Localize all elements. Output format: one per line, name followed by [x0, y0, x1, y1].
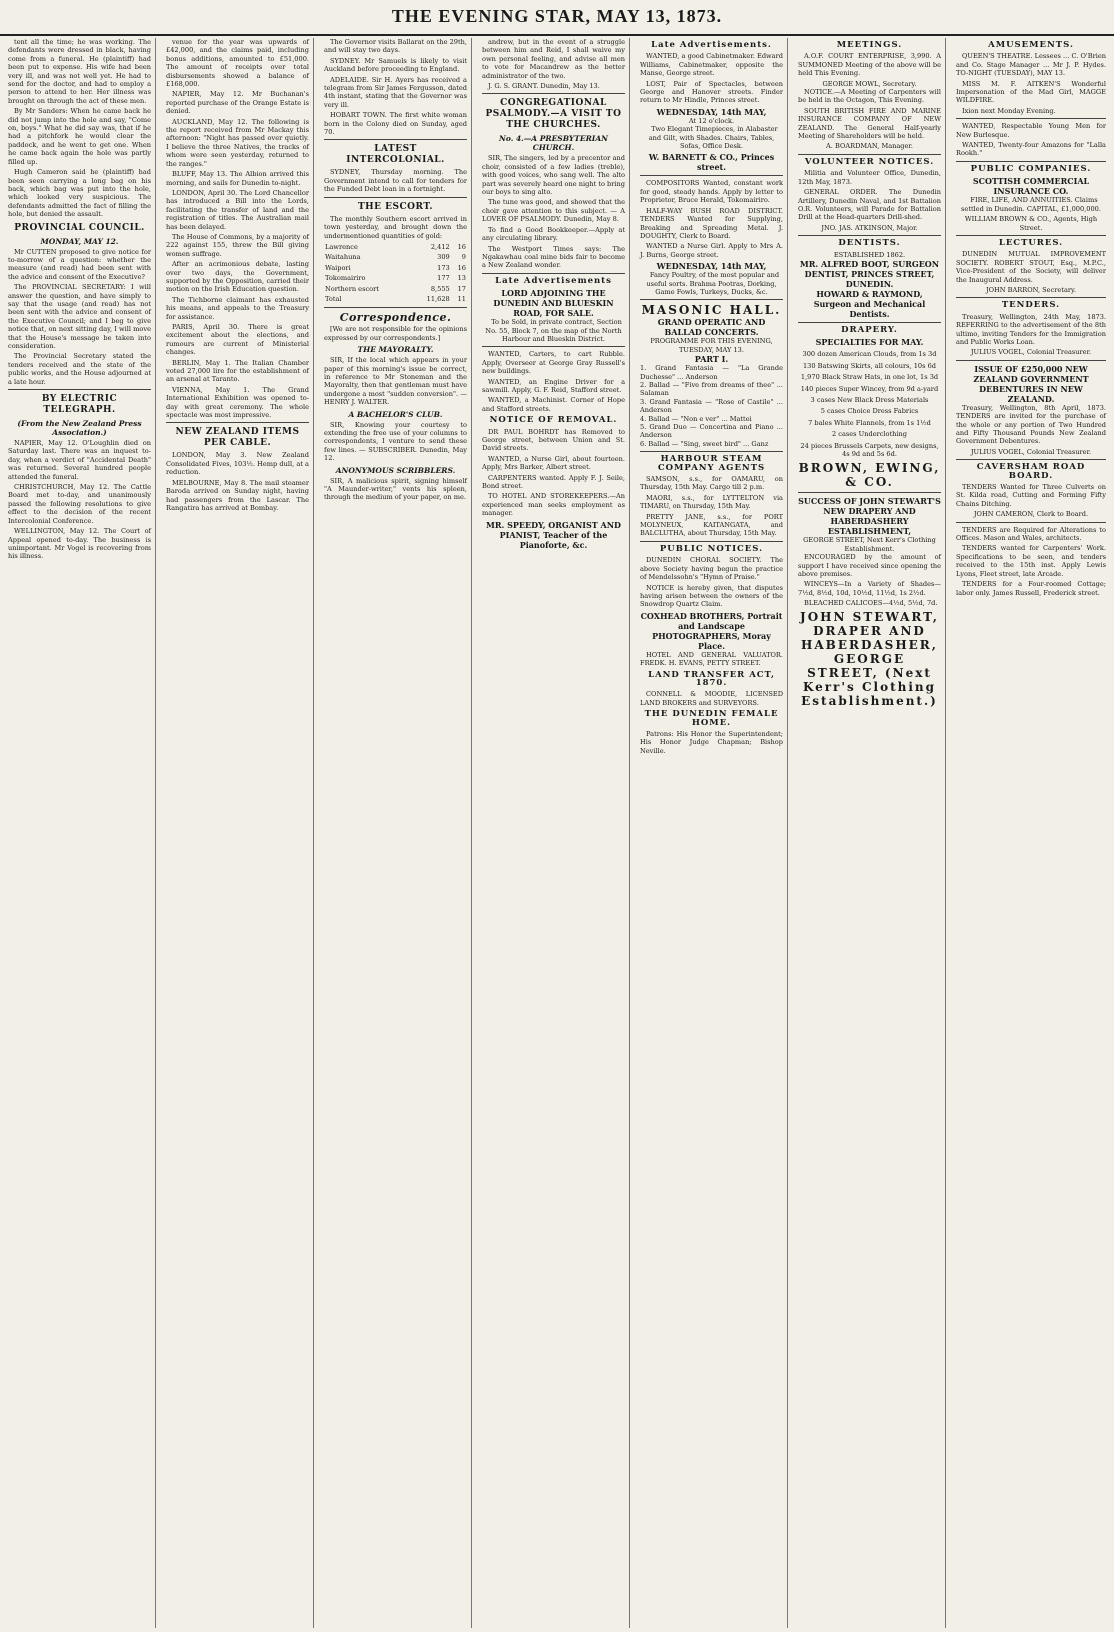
divider [640, 451, 783, 452]
list-item: 1,970 Black Straw Hats, in one lot, 1s 3d [800, 373, 939, 382]
section-heading: TENDERS. [1001, 300, 1061, 311]
list-item: 140 pieces Super Wincey, from 9d a-yard [800, 384, 939, 393]
programme-item: 2. Ballad — "Five from dreams of thee" ... Salaman [640, 380, 783, 398]
advertisement: Treasury, Wellington, 24th May, 1873. REFERRING to the advertisement of the 8th ultimo, inviting Tenders for the Immigration and Public Works Loan. [956, 312, 1106, 346]
divider [482, 273, 625, 274]
column-2 [162, 38, 314, 1628]
article-paragraph: SYDNEY. Mr Samuels is likely to visit Auckland before proceeding to England. [324, 56, 467, 74]
list-item: 24 pieces Brussels Carpets, new designs, 4s 9d and 5s 6d. [800, 441, 939, 458]
article-paragraph: HOBART TOWN. The first white woman born in the Colony died on Sunday, aged 70. [324, 111, 467, 137]
table-row: Tokomairiro 177 13 [325, 274, 466, 283]
divider [640, 299, 783, 300]
advertisement: SAMSON, s.s., for OAMARU, on Thursday, 15th May. Cargo till 2 p.m. [640, 475, 783, 492]
article-paragraph: LONDON, May 3. New Zealand Consolidated Fives, 103½. Hemp dull, at a reduction. [166, 451, 309, 477]
column-4 [478, 38, 630, 1628]
advertisement: BROWN, EWING, & CO. [798, 461, 941, 490]
table-row: Waipori 173 16 [325, 263, 466, 272]
section-heading: CAVERSHAM ROAD BOARD. [976, 462, 1086, 481]
advertisement: Patrons: His Honor the Superintendent; His Honor Judge Chapman; Bishop Neville. [640, 729, 783, 755]
advertisement: TENDERS for a Four-roomed Cottage; labor only. James Russell, Frederick street. [956, 580, 1106, 597]
section-subheading: (From the New Zealand Press Association.) [17, 419, 142, 438]
article-paragraph: Mr CUTTEN proposed to give notice for to-morrow of a question: whether the measure (and read) had been sent with the advice and consent of the Executive? [8, 247, 151, 281]
article-paragraph: WELLINGTON, May 12. The Court of Appeal opened to-day. The business is unimportant. Mr Vogel is recovering from his illness. [8, 527, 151, 561]
advertisement: COMPOSITORS Wanted, constant work for good, steady hands. Apply by letter to Proprietor, Bruce Herald, Tokomairiro. [640, 179, 783, 205]
section-subheading: No. 4.—A PRESBYTERIAN CHURCH. [499, 134, 608, 153]
advertisement: LORD ADJOINING THE DUNEDIN AND BLUESKIN ROAD, FOR SALE. To be Sold, in private contract, Section No. 55, Block 7, on the map of the North Harbour and Blueskin District. [485, 288, 622, 343]
advertisement: CONNELL & MOODIE, LICENSED LAND BROKERS and SURVEYORS. [640, 690, 783, 707]
advertisement: GENERAL ORDER. The Dunedin Artillery, Dunedin Naval, and 1st Battalion O.R. Volunteers, will Parade for Battalion Drill at the Head-quarters Drill-shed. [798, 188, 941, 222]
advertisement: WANTED, a Nurse Girl, about fourteen. Apply, Mrs Barker, Albert street. [482, 454, 625, 472]
article-paragraph: The Provincial Secretary stated the tenders received and the state of the public works, and the House adjourned at a late hour. [8, 352, 151, 386]
signature: JOHN CAMERON, Clerk to Board. [973, 510, 1089, 519]
article-paragraph: After an acrimonious debate, lasting over two days, the Government, supported by the Opposition, carried their motion on the Irish Education question. [166, 260, 309, 294]
advertisement: TENDERS are Required for Alterations to Offices. Mason and Wales, architects. [956, 525, 1106, 543]
advertisement: DUNEDIN MUTUAL IMPROVEMENT SOCIETY. ROBERT STOUT, Esq., M.P.C., Vice-President of the Society, will deliver the Inaugural Address. [956, 250, 1106, 284]
article-paragraph: LONDON, April 30. The Lord Chancellor has introduced a Bill into the Lords, facilitating the transfer of land and the registration of titles. The Australian mail has been delayed. [166, 188, 309, 231]
section-heading: Correspondence. [339, 311, 452, 325]
section-heading: LECTURES. [998, 237, 1064, 248]
article-paragraph: SIR, Knowing your courtesy to extending the free use of your columns to correspondents, I venture to send these few lines. — SUBSCRIBER. Dunedin, May 12. [324, 420, 467, 463]
article-paragraph: NAPIER, May 12. Mr Buchanan's reported purchase of the Orange Estate is denied. [166, 90, 309, 116]
divider [956, 297, 1106, 298]
signature: GEORGE MOWL, Secretary. [822, 79, 917, 88]
article-paragraph: andrew, but in the event of a struggle between him and Reid, I shall waive my own personal feeling, and advise all men to vote for Macandrew as the better administrator of the two. [482, 38, 625, 80]
advertisement: DUNEDIN CHORAL SOCIETY. The above Society having begun the practice of Mendelssohn's "Hymn of Praise." [640, 556, 783, 582]
article-paragraph: VIENNA, May 1. The Grand International Exhibition was opened to-day with great ceremony. The whole spectacle was most impressive. [166, 385, 309, 420]
advertisement: SPECIALTIES FOR MAY. [815, 337, 924, 348]
advertisement: DR PAUL BOHRDT has Removed to George street, between Union and St. David streets. [482, 427, 625, 453]
article-paragraph: [We are not responsible for the opinions expressed by our correspondents.] [324, 325, 467, 342]
article-paragraph: MELBOURNE, May 8. The mail steamer Baroda arrived on Sunday night, having had passengers from the Lascar. The Rangatira has arrived at Bombay. [166, 478, 309, 512]
advertisement: WINCEYS—In a Variety of Shades—7½d, 8½d, 10d, 10½d, 11½d, 1s 2½d. [798, 580, 941, 597]
section-heading: LATEST INTERCOLONIAL. [346, 144, 445, 166]
advertisement: WANTED, a Machinist. Corner of Hope and Stafford streets. [482, 396, 625, 413]
article-paragraph: Hugh Cameron said he (plaintiff) had been seen carrying a long bag on his back, which bag was put into the hole, which looked very suspicious. The defendants admitted the fact of filling the hole, but denied the assault. [8, 168, 151, 219]
advertisement: A.O.F. COURT ENTERPRISE, 3,990. A SUMMONED Meeting of the above will be held This Evening. [798, 52, 941, 78]
advertisement: WANTED, Respectable Young Men for New Burlesque. [956, 122, 1106, 139]
divider [956, 161, 1106, 162]
divider [640, 175, 783, 176]
article-paragraph: BLUFF, May 13. The Albion arrived this morning, and sails for Dunedin to-night. [166, 170, 309, 187]
article-paragraph: ADELAIDE. Sir H. Ayers has received a telegram from Sir James Fergusson, dated 4th instant, stating that the Governor was very ill. [324, 75, 467, 109]
advertisement: JOHN STEWART, DRAPER AND HABERDASHER, GEORGE STREET, (Next Kerr's Clothing Establishment.) [800, 609, 939, 708]
divider [956, 360, 1106, 361]
section-heading: NEW ZEALAND ITEMS PER CABLE. [175, 427, 300, 449]
advertisement: WEDNESDAY, 14th MAY, Fancy Poultry, of the most popular and useful sorts. Brahma Pootras, Dorking, Game Fowls, Turkeys, Ducks, &c. [646, 261, 780, 296]
table-row: Lawrence 2,412 16 [325, 242, 466, 251]
divider [482, 346, 625, 347]
section-date: MONDAY, MAY 12. [40, 236, 119, 246]
advertisement: Ixion next Monday Evening. [962, 106, 1056, 115]
advertisement: TENDERS Wanted for Three Culverts on St. Kilda road, Cutting and Forming Fifty Chains Ditching. [956, 483, 1106, 508]
column-1 [4, 38, 156, 1628]
masthead [0, 0, 1114, 36]
escort-table [324, 242, 467, 304]
section-heading: NOTICE OF REMOVAL. [489, 415, 618, 426]
divider [956, 235, 1106, 236]
advertisement: SUCCESS OF JOHN STEWART'S NEW DRAPERY AND HABERDASHERY ESTABLISHMENT, GEORGE STREET, Next Kerr's Clothing Establishment. [798, 496, 941, 553]
section-heading: PUBLIC COMPANIES. [970, 163, 1092, 174]
advertisement: MR. ALFRED BOOT, SURGEON DENTIST, PRINCES STREET, DUNEDIN. HOWARD & RAYMOND, Surgeon and Mechanical Dentists. [799, 258, 940, 319]
section-heading: LAND TRANSFER ACT, 1870. [648, 669, 775, 688]
article-paragraph: By Mr Sanders: When he came back he did not jump into the hole and say, "Come on, boys." What he did say was, that if he had a pitchfork he would clear the paddock, and he went to get one. When he came back again the hole was partly filled up. [8, 107, 151, 166]
section-heading: THE ESCORT. [357, 201, 434, 212]
table-row: Northern escort 8,555 17 [325, 284, 466, 293]
article-paragraph: J. G. S. GRANT. Dunedin, May 13. [488, 82, 600, 91]
advertisement: SOUTH BRITISH FIRE AND MARINE INSURANCE COMPANY OF NEW ZEALAND. The General Half-yearly Meeting of Shareholders will be held. [798, 106, 941, 141]
article-paragraph: venue for the year was upwards of £42,000, and the claims paid, including bonus additions, amounted to £51,000. The amount of receipts over total disbursements showed a balance of £168,000. [166, 38, 309, 89]
specialty-list [798, 350, 941, 458]
section-subheading: THE MAYORALTY. [357, 345, 434, 355]
list-item: 2 cases Underclothing [831, 430, 907, 439]
advertisement: WANTED, Carters, to cart Rubble. Apply, Overseer at George Gray Russell's new buildings. [482, 350, 625, 376]
advertisement: ENCOURAGED by the amount of support I have received since opening the above premises. [798, 553, 941, 579]
table-row: Waitahuna 309 9 [325, 253, 466, 262]
programme-item: 5. Grand Duo — Concertina and Piano ... Anderson [640, 423, 783, 440]
advertisement: MR. SPEEDY, ORGANIST AND PIANIST, Teacher of the Pianoforte, &c. [486, 519, 621, 550]
article-paragraph: NAPIER, May 12. O'Loughlin died on Saturday last. There was an inquest to-day, when a verdict of "Accidental Death" was returned. Several hundred people attended the funeral. [8, 439, 151, 481]
divider [798, 235, 941, 236]
signature: JOHN BARRON, Secretary. [986, 285, 1076, 294]
divider [956, 118, 1106, 119]
advertisement: HALF-WAY BUSH ROAD DISTRICT. TENDERS Wanted for Supplying, Breaking and Spreading Metal. J. DOUGHTY, Clerk to Board. [640, 206, 783, 240]
advertisement: CARPENTERS wanted. Apply F. J. Seile, Bond street. [482, 473, 625, 491]
list-item: 130 Batswing Skirts, all colours, 10s 6d [802, 361, 937, 370]
newspaper-title: THE EVENING STAR, MAY 13, 1873. [391, 6, 723, 26]
advertisement: MAORI, s.s., for LYTTELTON via TIMARU, on Thursday, 15th May. [640, 493, 783, 511]
advertisement: NOTICE.—A Meeting of Carpenters will be held in the Octagon, This Evening. [798, 88, 941, 105]
advertisement: SCOTTISH COMMERCIAL INSURANCE CO. FIRE, LIFE, AND ANNUITIES. Claims settled in Dunedin. CAPITAL, £1,000,000. WILLIAM BROWN & CO., Agents, High Street. [961, 176, 1101, 232]
section-heading: Late Advertisements. [651, 40, 772, 50]
advertisement: WANTED, an Engine Driver for a sawmill. Apply, G. F. Reid, Stafford street. [482, 377, 625, 394]
advertisement: ISSUE OF £250,000 NEW ZEALAND GOVERNMENT DEBENTURES IN NEW ZEALAND. [973, 363, 1089, 404]
advertisement: WANTED, a good Cabinetmaker. Edward Williams, Cabinetmaker, opposite the Manse, George street. [640, 52, 783, 78]
section-heading: THE DUNEDIN FEMALE HOME. [644, 709, 779, 728]
advertisement: TENDERS wanted for Carpenters' Work. Specifications to be seen, and tenders received to the 15th inst. Apply Lewis Lyons, Fleet street, late Arcade. [956, 544, 1106, 578]
article-paragraph: The House of Commons, by a majority of 222 against 155, threw the Bill giving women suffrage. [166, 232, 309, 258]
column-6 [794, 38, 946, 1628]
section-heading: PUBLIC NOTICES. [659, 543, 764, 554]
divider [324, 139, 467, 140]
article-paragraph: The Westport Times says: The Ngakawhau coal mine bids fair to become a New Zealand wonder. [482, 244, 625, 270]
section-heading: BY ELECTRIC TELEGRAPH. [41, 394, 118, 416]
advertisement: LOST, Pair of Spectacles, between George and Hanover streets. Finder return to Mr Hindle, Princes street. [640, 79, 783, 105]
article-paragraph: SIR, A malicious spirit, signing himself "A Maunder-writer," vents his spleen, through the medium of your paper, on me. [324, 476, 467, 502]
article-paragraph: The PROVINCIAL SECRETARY: I will answer the question, and have simply to say that the usage (and read) has not been sent with the advice and consent of the Executive Council; and I beg to give notice that, on next sitting day, I will move that the House's message be taken into consideration. [8, 283, 151, 350]
article-paragraph: AUCKLAND, May 12. The following is the report received from Mr Mackay this afternoon: "Night has passed over quietly. I believe the three Natives, the tracks of whom were seen yesterday, returned to the ranges." [166, 117, 309, 168]
column-3 [320, 38, 472, 1628]
advertisement: TO HOTEL AND STOREKEEPERS.—An experienced man seeks employment as manager. [482, 492, 625, 518]
article-paragraph: SIR, If the local which appears in your paper of this morning's issue be correct, in reference to Mr Stoneman and the Mayoralty, then that gentleman must have undergone a most "sudden conversion". — HENRY J. WALTER. [324, 356, 467, 407]
divider [8, 389, 151, 390]
section-heading: CONGREGATIONAL PSALMODY.—A VISIT TO THE CHURCHES. [485, 98, 622, 131]
list-item: 3 cases New Black Dress Materials [810, 395, 929, 404]
article-paragraph: The Governor visits Ballarat on the 29th, and will stay two days. [324, 38, 467, 55]
column-7 [952, 38, 1110, 1628]
signature: A. BOARDMAN, Manager. [826, 142, 913, 151]
divider [324, 307, 467, 308]
divider [166, 422, 309, 423]
advertisement: COXHEAD BROTHERS, Portrait and Landscape PHOTOGRAPHERS, Moray Place. [640, 610, 783, 651]
article-paragraph: To find a Good Bookkeeper.—Apply at any circulating library. [482, 225, 625, 243]
section-heading: HARBOUR STEAM COMPANY AGENTS [657, 454, 766, 473]
divider [798, 492, 941, 493]
programme-item: 1. Grand Fantasia — "La Grande Duchesse" ... Anderson [640, 364, 783, 381]
section-heading: PROVINCIAL COUNCIL. [14, 222, 145, 233]
divider [482, 93, 625, 94]
article-paragraph: The tune was good, and showed that the choir gave attention to this subject. — A LOVER OF PSALMODY. Dunedin, May 8. [482, 198, 625, 224]
section-heading: MEETINGS. [836, 40, 903, 50]
section-heading: DENTISTS. [838, 238, 901, 249]
signature: JNO. JAS. ATKINSON, Major. [821, 223, 918, 232]
divider [324, 197, 467, 198]
advertisement: PRETTY JANE, s.s., for PORT MOLYNEUX, KAITANGATA, and BALCLUTHA, about Thursday, 15th May. [640, 512, 783, 538]
signature: JULIUS VOGEL, Colonial Treasurer. [970, 447, 1092, 456]
programme-item: 4. Ballad — "Non e ver" ... Mattei [640, 414, 752, 423]
divider [640, 541, 783, 542]
section-heading: Late Advertisements [495, 275, 612, 286]
page-columns [4, 38, 1110, 1628]
advertisement: MISS M. F. AITKEN'S Wonderful Impersonation of the Mad Girl, MAGGE WILDFIRE. [956, 79, 1106, 105]
article-paragraph: PARIS, April 30. There is great excitement about the elections, and rumours are current of Ministerial changes. [166, 323, 309, 357]
programme-item: 6. Ballad — "Sing, sweet bird" ... Ganz [640, 439, 769, 448]
advertisement: QUEEN'S THEATRE. Lessees ... C. O'Brien and Co. Stage Manager ... Mr J. P. Hydes. TO-NIGHT (TUESDAY), MAY 13. [956, 52, 1106, 78]
programme-item: 3. Grand Fantasia — "Rose of Castile" ... Anderson [640, 397, 783, 415]
section-subheading: ANONYMOUS SCRIBBLERS. [335, 465, 456, 475]
article-paragraph: tent all the time; he was working. The defendants were dressed in black, having come from a funeral. He (plaintiff) had been put to expense. His wife had been very ill, and was not well yet. He had to send for the doctor, and had to employ a person to attend to her. Her illness was brought on through the act of these men. [8, 38, 151, 105]
article-paragraph: The Tichborne claimant has exhausted his means, and appeals to the Treasury for assistance. [166, 295, 309, 321]
section-subheading: A BACHELOR'S CLUB. [348, 409, 443, 419]
article-paragraph: BERLIN, May 1. The Italian Chamber voted 27,000 lire for the establishment of an arsenal at Taranto. [166, 358, 309, 384]
list-item: 7 bales White Flannels, from 1s 1½d [808, 418, 931, 427]
advertisement: WANTED a Nurse Girl. Apply to Mrs A. J. Burns, George street. [640, 242, 783, 259]
list-item: 300 dozen American Clouds, from 1s 3d [802, 350, 937, 359]
section-heading: AMUSEMENTS. [988, 40, 1074, 50]
table-row: Total 11,628 11 [325, 294, 466, 303]
signature: JULIUS VOGEL, Colonial Treasurer. [970, 348, 1092, 357]
list-item: 5 cases Choice Dress Fabrics [820, 407, 919, 416]
advertisement: HOTEL AND GENERAL VALUATOR. FREDK. H. EVANS, PETTY STREET. [640, 650, 783, 668]
advertisement: NOTICE is hereby given, that disputes having arisen between the owners of the Snowdrop Quartz Claim. [640, 583, 783, 609]
advertisement: BLEACHED CALICOES—4½d, 5½d, 7d. [804, 599, 938, 608]
article-paragraph: The monthly Southern escort arrived in town yesterday, and brought down the undermentioned quantities of gold: [324, 214, 467, 240]
divider [798, 154, 941, 155]
article-paragraph: SYDNEY, Thursday morning. The Government intend to call for tenders for the Funded Debt loan in a fortnight. [324, 168, 467, 194]
advertisement: WEDNESDAY, 14th MAY, At 12 o'clock. Two Elegant Timepieces, in Alabaster and Gilt, with Shades. Chairs, Tables, Sofas, Office Desk. W. BARNETT & CO., Princes street. [648, 106, 778, 173]
advertisement: WANTED, Twenty-four Amazons for "Lalla Rookh." [956, 141, 1106, 158]
section-heading: VOLUNTEER NOTICES. [804, 156, 935, 167]
divider [798, 322, 941, 323]
divider [956, 522, 1106, 523]
section-heading: DRAPERY. [841, 324, 898, 335]
article-paragraph: SIR, The singers, led by a precentor and choir, consisted of a few ladies (treble), with good voices, who sang well. The alto part was severely heard one night to bring our boys to sing alto. [482, 154, 625, 197]
article-paragraph: CHRISTCHURCH, May 12. The Cattle Board met to-day, and unanimously passed the following resolutions to give effect to the decision of the recent Intercolonial Conference. [8, 483, 151, 525]
advertisement: ESTABLISHED 1862. [833, 250, 906, 259]
advertisement: Militia and Volunteer Office, Dunedin, 12th May, 1873. [798, 169, 941, 186]
concert-advertisement: MASONIC HALL. GRAND OPERATIC AND BALLAD CONCERTS. PROGRAMME FOR THIS EVENING, TUESDAY, MAY 13. PART I. [641, 303, 782, 365]
column-5 [636, 38, 788, 1628]
divider [956, 459, 1106, 460]
advertisement: Treasury, Wellington, 8th April, 1873. TENDERS are invited for the purchase of the whole or any portion of Two Hundred and Fifty Thousand Pounds New Zealand Government Debentures. [956, 403, 1106, 446]
